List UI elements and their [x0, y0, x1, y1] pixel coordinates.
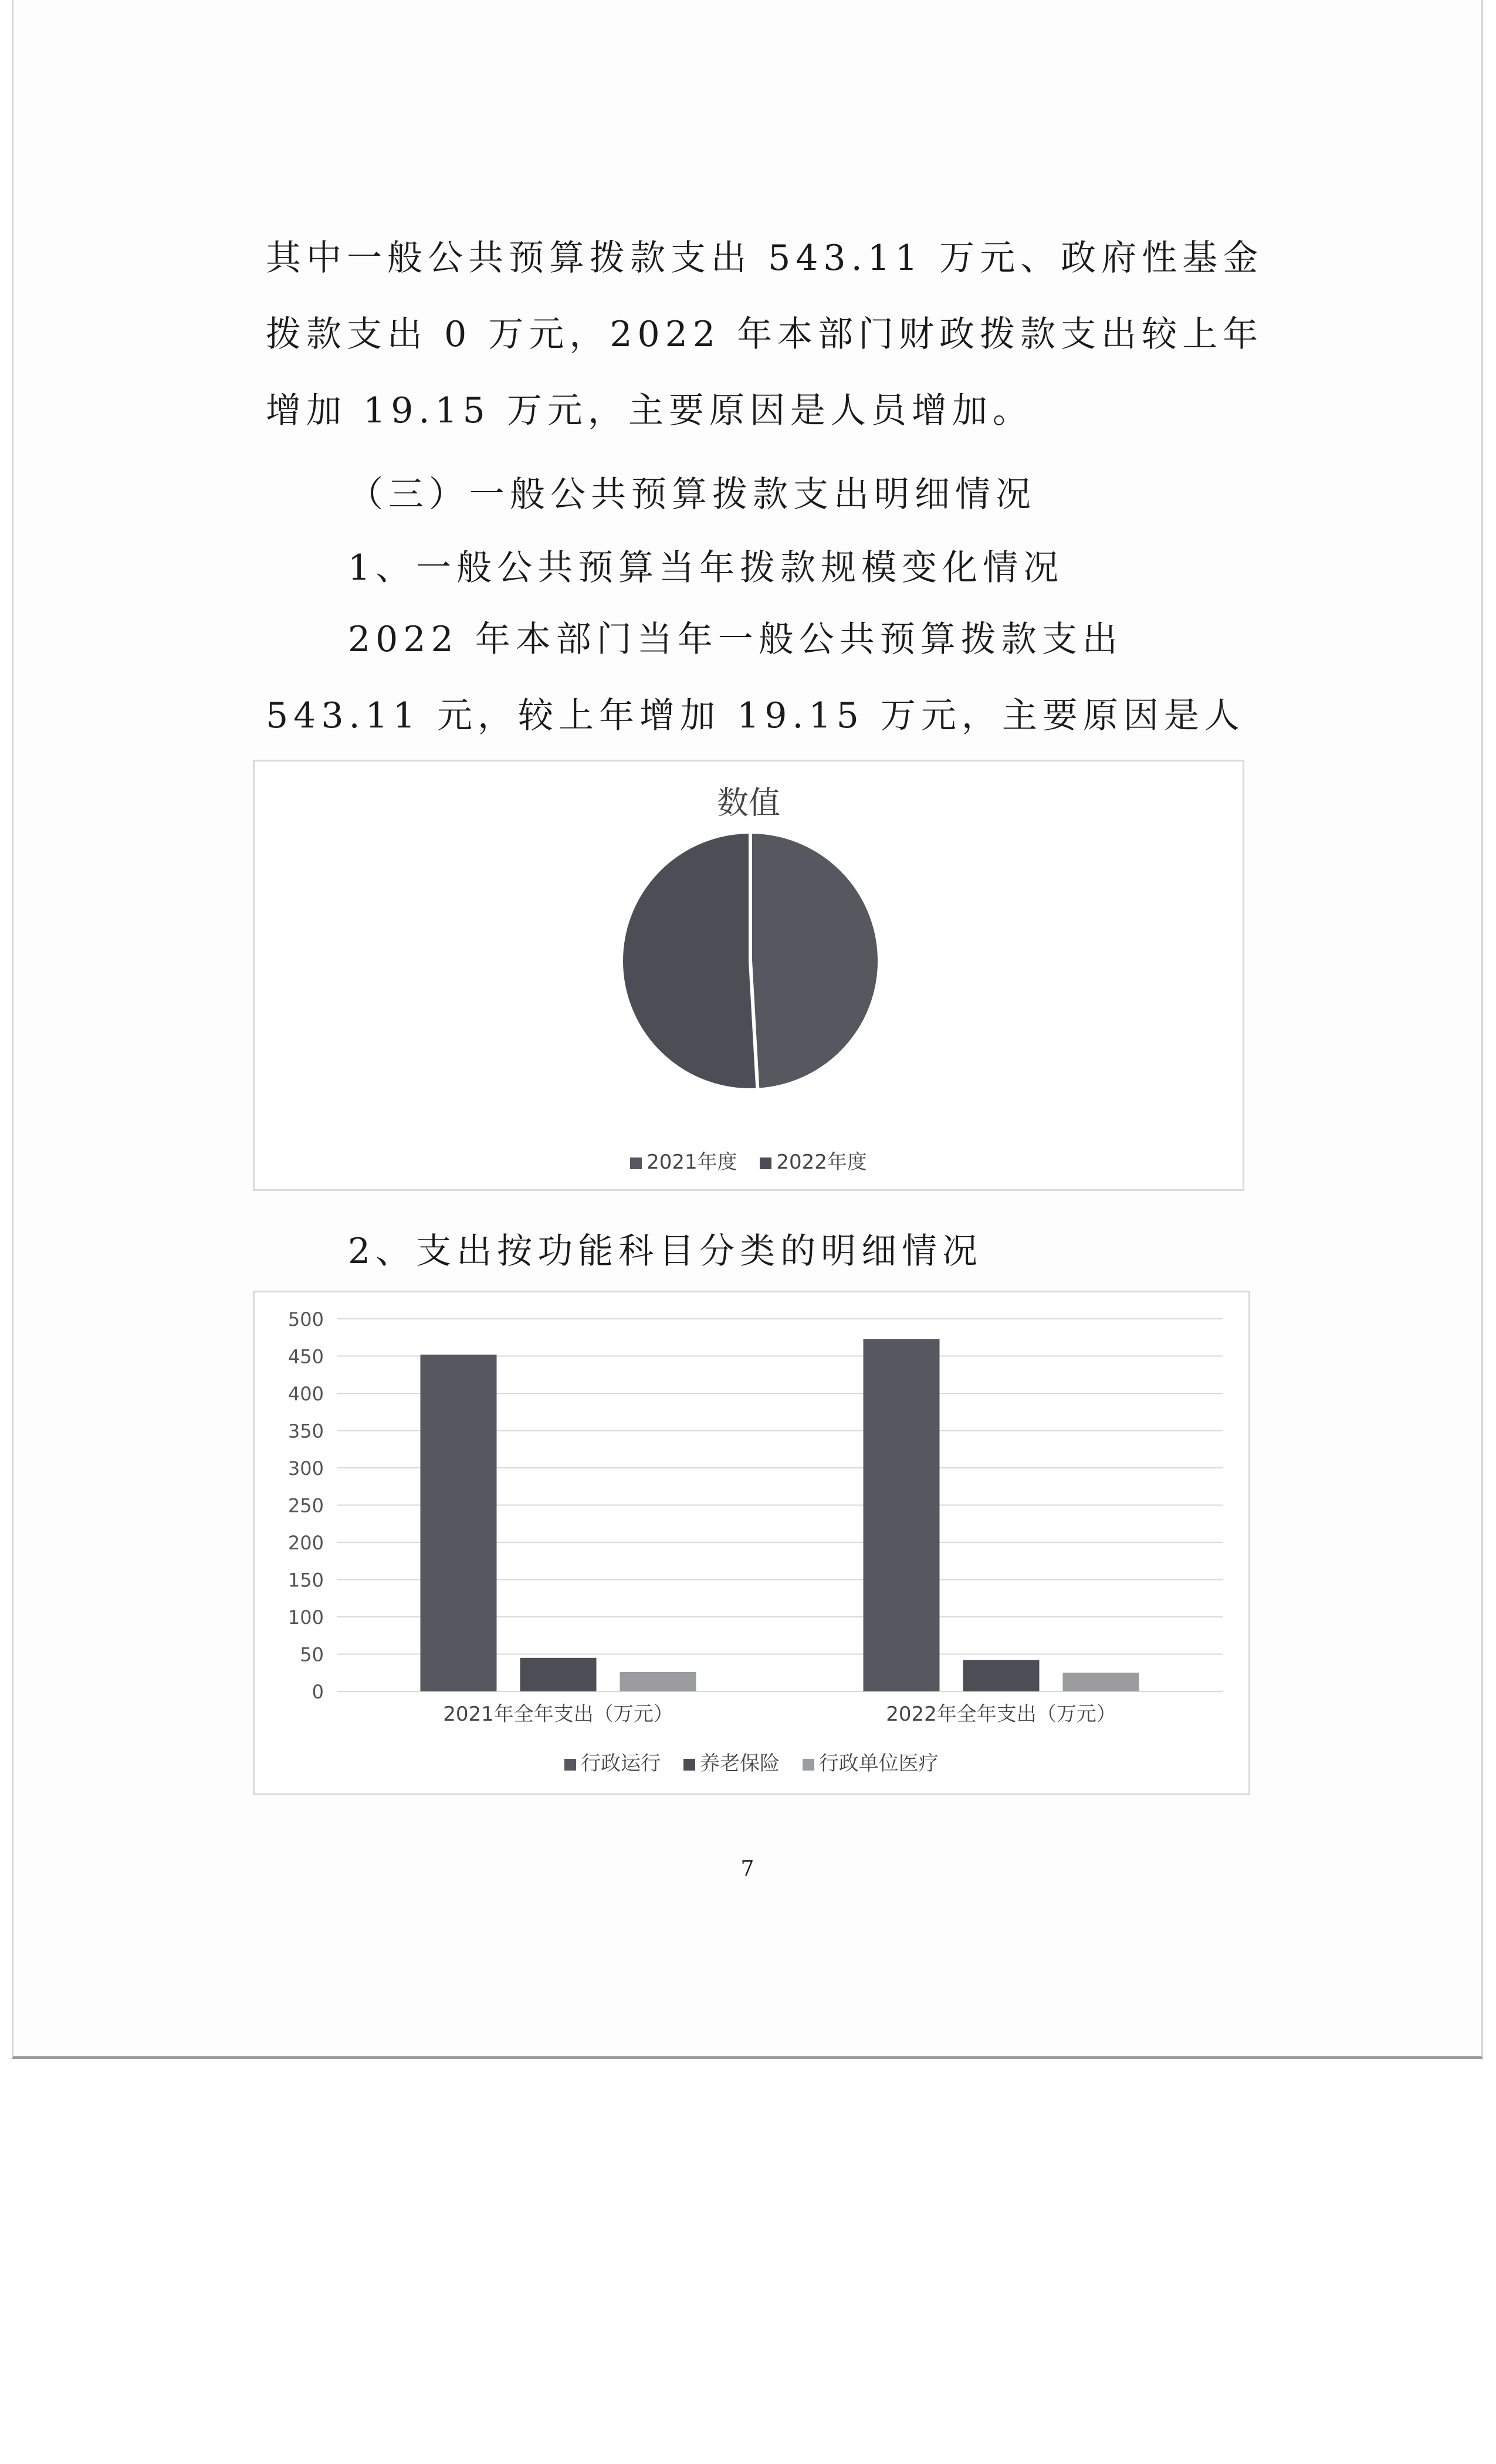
pie-slice-2022: [621, 832, 757, 1090]
bar-legend-swatch-medical: [803, 1759, 814, 1771]
y-tick-label: 300: [287, 1457, 324, 1480]
pie-legend-item-2022: [760, 1146, 867, 1175]
body-paragraph-1: 其中一般公共预算拨款支出 543.11 万元、政府性基金拨款支出 0 万元，2022 年本部门财政拨款支出较上年增加 19.15 万元，主要原因是人员增加。: [266, 238, 1264, 431]
bar-2-行政单位医疗: [1063, 1673, 1139, 1691]
y-tick-label: 400: [287, 1383, 324, 1405]
y-tick-label: 50: [300, 1643, 324, 1666]
bar-legend-item-medical: [803, 1747, 939, 1776]
y-tick-label: 100: [287, 1606, 324, 1629]
bar-chart-plot: [255, 1292, 1252, 1738]
y-tick-label: 500: [287, 1308, 324, 1331]
pie-slice-2021: [750, 832, 879, 1090]
document-page: [12, 0, 1483, 2059]
pie-legend-swatch-2021: [630, 1157, 642, 1169]
bar-legend-item-admin: [564, 1747, 661, 1776]
pie-legend-label-2022: 2022年度: [776, 1150, 867, 1174]
bar-legend-swatch-admin: [564, 1759, 576, 1771]
section-heading-3: （三）一般公共预算拨款支出明细情况: [348, 474, 1036, 515]
y-tick-label: 250: [287, 1494, 324, 1517]
y-tick-label: 350: [287, 1420, 324, 1443]
pie-legend-item-2021: [630, 1146, 737, 1175]
bar-2-养老保险: [963, 1660, 1040, 1691]
x-category-label: 2022年全年支出（万元）: [886, 1703, 1116, 1726]
bar-1-行政单位医疗: [620, 1672, 696, 1691]
pie-chart-plot: [255, 803, 1246, 1155]
pie-chart-legend: [255, 1146, 1243, 1175]
bar-chart: [253, 1291, 1250, 1795]
pie-legend-label-2021: 2021年度: [647, 1150, 737, 1174]
y-tick-label: 200: [287, 1532, 324, 1554]
body-paragraph-2: 2022 年本部门当年一般公共预算拨款支出 543.11 元，较上年增加 19.15 万元，主要原因是人: [266, 619, 1245, 736]
subsection-heading-1: 1、一般公共预算当年拨款规模变化情况: [348, 547, 1064, 588]
bar-legend-label-pension: 养老保险: [700, 1752, 780, 1775]
bar-legend-swatch-pension: [683, 1759, 695, 1771]
bar-legend-label-medical: 行政单位医疗: [818, 1752, 939, 1775]
bar-legend-item-pension: [683, 1747, 780, 1776]
bar-legend-label-admin: 行政运行: [581, 1752, 661, 1775]
pie-chart: [253, 760, 1244, 1191]
subsection-heading-2: 2、支出按功能科目分类的明细情况: [348, 1231, 983, 1272]
bar-1-养老保险: [520, 1658, 597, 1691]
pie-legend-swatch-2022: [760, 1157, 771, 1169]
bar-1-行政运行: [421, 1355, 497, 1691]
bar-2-行政运行: [864, 1339, 940, 1691]
y-tick-label: 150: [287, 1569, 324, 1592]
y-tick-label: 450: [287, 1345, 324, 1368]
page-number: 7: [740, 1857, 754, 1881]
x-category-label: 2021年全年支出（万元）: [443, 1703, 673, 1726]
y-tick-label: 0: [312, 1681, 324, 1703]
pie-chart-title: 数值: [717, 784, 780, 821]
bar-chart-legend: [255, 1747, 1248, 1776]
